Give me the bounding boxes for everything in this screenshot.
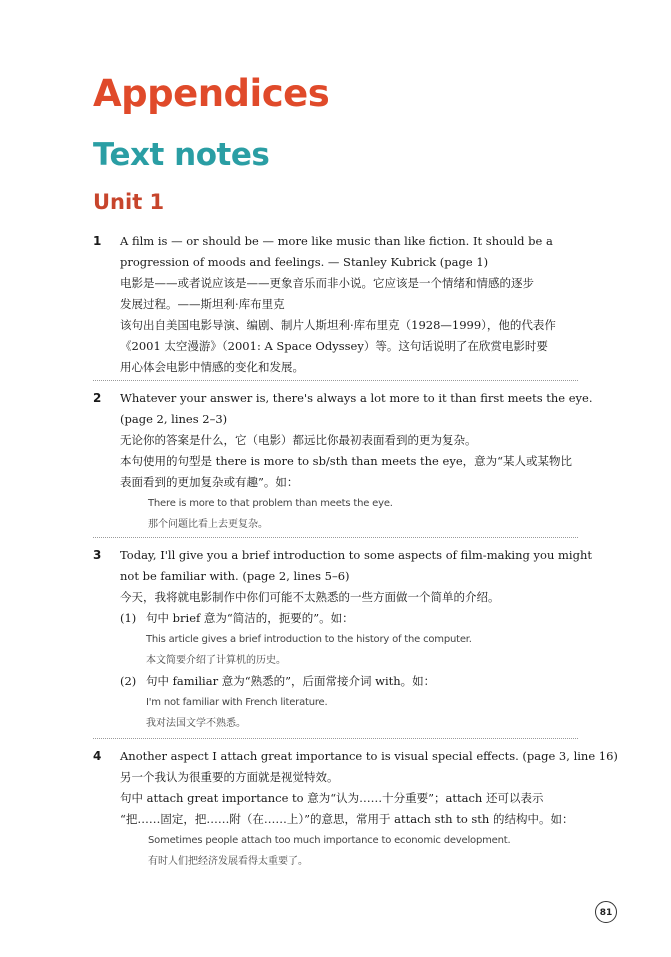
example-chinese: 本文简要介绍了计算机的历史。 [146,655,286,666]
note-line: 今天，我将就电影制作中你们可能不太熟悉的一些方面做一个简单的介绍。 [120,590,500,604]
note-line: 无论你的答案是什么，它（电影）都远比你最初表面看到的更为复杂。 [120,433,477,447]
note-number: 3 [93,548,102,562]
note-line: 句中 attach great importance to 意为“认为……十分重要”；attach 还可以表示 [120,791,544,805]
note-2 [93,388,593,535]
note-number: 1 [93,234,102,248]
note-line: 表面看到的更加复杂或有趣”。如： [120,475,299,489]
sub-note-label: (2) [120,674,137,688]
note-line: 发展过程。——斯坦利·库布里克 [120,297,285,311]
note-line: Another aspect I attach great importance to is visual special effects. (page 3, line 16) [120,749,618,763]
sub-note-text: 句中 brief 意为“简洁的，扼要的”。如： [146,611,354,625]
note-line: (page 2, lines 2–3) [120,412,228,426]
note-line: progression of moods and feelings. — Stanley Kubrick (page 1) [120,255,489,269]
note-line: 本句使用的句型是 there is more to sb/sth than meets the eye，意为“某人或某物比 [120,454,573,468]
note-line: 另一个我认为很重要的方面就是视觉特效。 [120,770,339,784]
example-chinese: 有时人们把经济发展看得太重要了。 [148,856,308,867]
page-heading-appendices: Appendices [93,72,330,115]
note-number: 4 [93,749,102,763]
example-english: There is more to that problem than meets the eye. [148,498,393,509]
note-3 [93,545,592,734]
sub-note-label: (1) [120,611,137,625]
page-number-badge: 81 [595,901,617,923]
example-english: This article gives a brief introduction to the history of the computer. [146,634,472,645]
example-chinese: 那个问题比看上去更复杂。 [148,519,268,530]
example-english: I'm not familiar with French literature. [146,697,328,708]
example-english: Sometimes people attach too much importance to economic development. [148,835,511,846]
divider [93,380,578,381]
section-heading-text-notes: Text notes [93,137,270,173]
sub-note-2 [120,671,573,734]
sub-note-text: 句中 familiar 意为“熟悉的”，后面常接介词 with。如： [146,674,436,688]
note-line: 该句出自美国电影导演、编剧、制片人斯坦利·库布里克（1928—1999），他的代表作 [120,318,556,332]
unit-heading: Unit 1 [93,190,165,214]
note-line: A film is — or should be — more like music than like fiction. It should be a [120,234,553,248]
note-line: 《2001 太空漫游》（2001: A Space Odyssey）等。这句话说明了在欣赏电影时要 [120,339,548,353]
note-1 [93,231,573,378]
divider [93,738,578,739]
sub-note-1 [120,608,573,671]
note-4 [93,746,618,872]
divider [93,537,578,538]
note-line: Whatever your answer is, there's always a lot more to it than first meets the eye. [120,391,593,405]
note-line: Today, I'll give you a brief introduction to some aspects of film-making you might [120,548,592,562]
note-line: not be familiar with. (page 2, lines 5–6) [120,569,350,583]
example-chinese: 我对法国文学不熟悉。 [146,718,246,729]
note-number: 2 [93,391,102,405]
note-line: 电影是——或者说应该是——更象音乐而非小说。它应该是一个情绪和情感的逐步 [120,276,534,290]
note-line: 用心体会电影中情感的变化和发展。 [120,360,304,374]
note-line: “把……固定，把……附（在……上）”的意思，常用于 attach sth to sth 的结构中。如： [120,812,574,826]
